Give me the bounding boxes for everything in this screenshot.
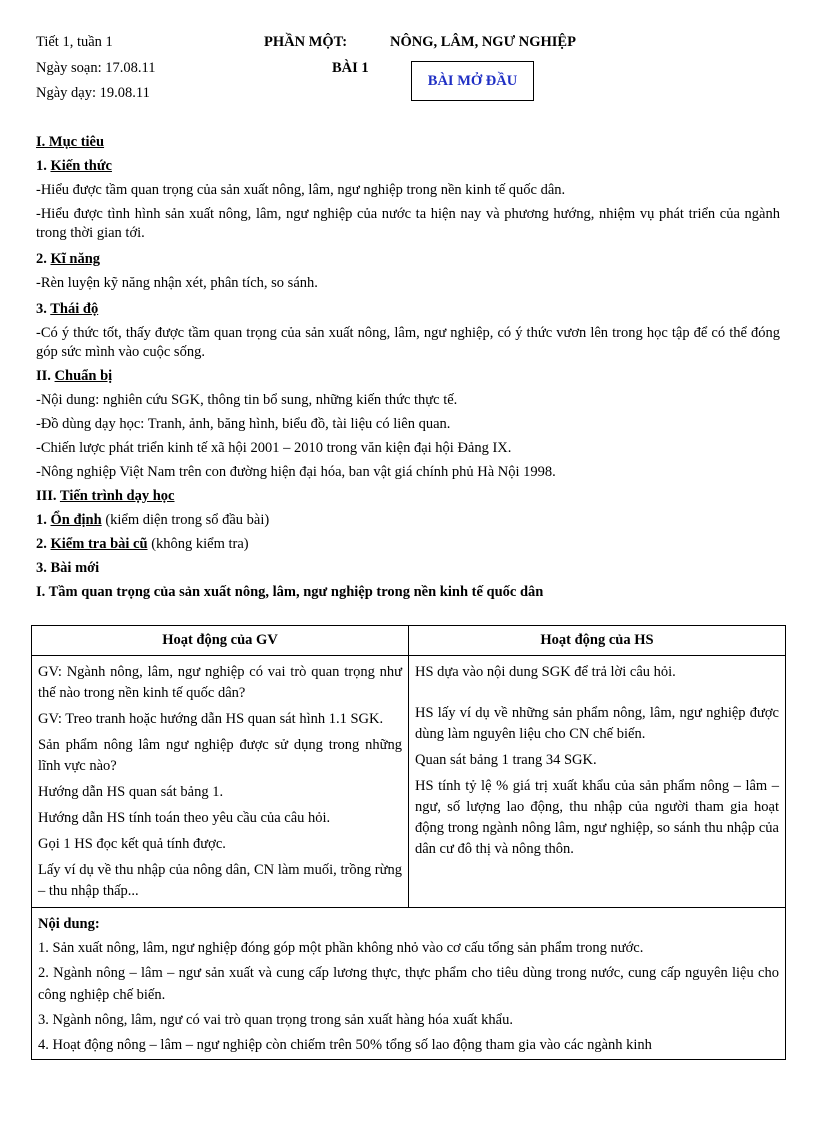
preparation-item: -Chiến lược phát triển kinh tế xã hội 2001 – 2010 trong văn kiện đại hội Đảng IX. [36, 440, 512, 456]
content-item: 4. Hoạt động nông – lâm – ngư nghiệp còn chiếm trên 50% tổng số lao động tham gia vào các ngành kinh [38, 1037, 652, 1053]
teacher-activity: GV: Ngành nông, lâm, ngư nghiệp có vai trò quan trọng như thế nào trong nền kinh tế quốc dân? [38, 664, 402, 701]
student-activity: HS tính tỷ lệ % giá trị xuất khẩu của sản phẩm nông – lâm – ngư, số lượng lao động, thu nhập của người tham gia hoạt động trong ngành nông lâm, ngư nghiệp, so sánh thu nhập của dân cư đô thị và nông thôn. [415, 778, 779, 857]
table-header-row [32, 626, 786, 656]
step-new-lesson: 3. Bài mới [36, 560, 100, 576]
preparation-heading: II. Chuẩn bị [36, 368, 113, 384]
step-review: 2. Kiểm tra bài cũ (không kiểm tra) [36, 536, 249, 552]
part-name: NÔNG, LÂM, NGƯ NGHIỆP [390, 34, 576, 50]
document-body [36, 131, 780, 602]
student-activities [409, 656, 786, 908]
preparation-item: -Nội dung: nghiên cứu SGK, thông tin bổ sung, những kiến thức thực tế. [36, 392, 458, 408]
student-activity: HS dựa vào nội dung SGK để trả lời câu hỏi. [415, 664, 676, 680]
table-content-row [32, 908, 786, 1060]
preparation-item: -Đồ dùng dạy học: Tranh, ảnh, băng hình, biểu đồ, tài liệu có liên quan. [36, 416, 451, 432]
skills-heading: 2. Kĩ năng [36, 251, 101, 267]
knowledge-heading: 1. Kiến thức [36, 158, 112, 174]
preparation-item: -Nông nghiệp Việt Nam trên con đường hiện đại hóa, ban vật giá chính phủ Hà Nội 1998. [36, 464, 556, 480]
activity-table [31, 625, 786, 1060]
content-item: 1. Sản xuất nông, lâm, ngư nghiệp đóng góp một phần không nhỏ vào cơ cấu tổng sản phẩm trong nước. [38, 940, 644, 956]
section-objectives-heading: I. Mục tiêu [36, 134, 105, 150]
part-label: PHẦN MỘT: [264, 34, 348, 50]
teacher-activity: Hướng dẫn HS quan sát bảng 1. [38, 784, 224, 800]
teacher-activity: Hướng dẫn HS tính toán theo yêu cầu của câu hỏi. [38, 810, 331, 826]
attitude-heading: 3. Thái độ [36, 301, 99, 317]
teacher-column-header: Hoạt động của GV [32, 626, 409, 656]
knowledge-item: -Hiểu được tầm quan trọng của sản xuất nông, lâm, ngư nghiệp trong nền kinh tế quốc dân. [36, 182, 566, 198]
procedure-heading: III. Tiến trình dạy học [36, 488, 175, 504]
teacher-activity: Gọi 1 HS đọc kết quả tính được. [38, 836, 226, 852]
period-info: Tiết 1, tuần 1 [36, 34, 113, 50]
lesson-content [32, 908, 786, 1060]
teacher-activity: Sản phẩm nông lâm ngư nghiệp được sử dụng trong những lĩnh vực nào? [38, 737, 402, 774]
lesson-title-box [411, 61, 534, 101]
teach-date: Ngày dạy: 19.08.11 [36, 85, 150, 101]
lesson-number: BÀI 1 [332, 60, 369, 76]
teacher-activities [32, 656, 409, 908]
content-item: 2. Ngành nông – lâm – ngư sản xuất và cung cấp lương thực, thực phẩm cho tiêu dùng trong nước, cung cấp nguyên liệu cho công nghiệp chế biến. [38, 965, 779, 1003]
skills-item: -Rèn luyện kỹ năng nhận xét, phân tích, so sánh. [36, 275, 318, 291]
content-label: Nội dung: [38, 916, 100, 932]
section1-title: I. Tầm quan trọng của sản xuất nông, lâm, ngư nghiệp trong nền kinh tế quốc dân [36, 584, 544, 600]
knowledge-item: -Hiểu được tình hình sản xuất nông, lâm, ngư nghiệp của nước ta hiện nay và phương hướng, nhiệm vụ phát triển của ngành trong thời gian tới. [36, 206, 780, 241]
lesson-title: BÀI MỞ ĐẦU [427, 72, 518, 89]
content-item: 3. Ngành nông, lâm, ngư có vai trò quan trọng trong sản xuất hàng hóa xuất khẩu. [38, 1012, 513, 1028]
teacher-activity: GV: Treo tranh hoặc hướng dẫn HS quan sát hình 1.1 SGK. [38, 711, 384, 727]
step-stabilize: 1. Ổn định (kiểm diện trong sổ đầu bài) [36, 512, 270, 528]
attitude-item: -Có ý thức tốt, thấy được tầm quan trọng của sản xuất nông, lâm, ngư nghiệp, có ý thức vươn lên trong học tập để có thể đóng góp sức mình vào cuộc sống. [36, 325, 780, 360]
prep-date: Ngày soạn: 17.08.11 [36, 60, 156, 76]
teacher-activity: Lấy ví dụ về thu nhập của nông dân, CN làm muối, trồng rừng – thu nhập thấp... [38, 862, 402, 899]
table-row [32, 656, 786, 908]
student-activity: HS lấy ví dụ về những sản phẩm nông, lâm, ngư nghiệp được dùng làm nguyên liệu cho CN chế biến. [415, 705, 779, 742]
student-column-header: Hoạt động của HS [409, 626, 786, 656]
student-activity: Quan sát bảng 1 trang 34 SGK. [415, 752, 597, 768]
